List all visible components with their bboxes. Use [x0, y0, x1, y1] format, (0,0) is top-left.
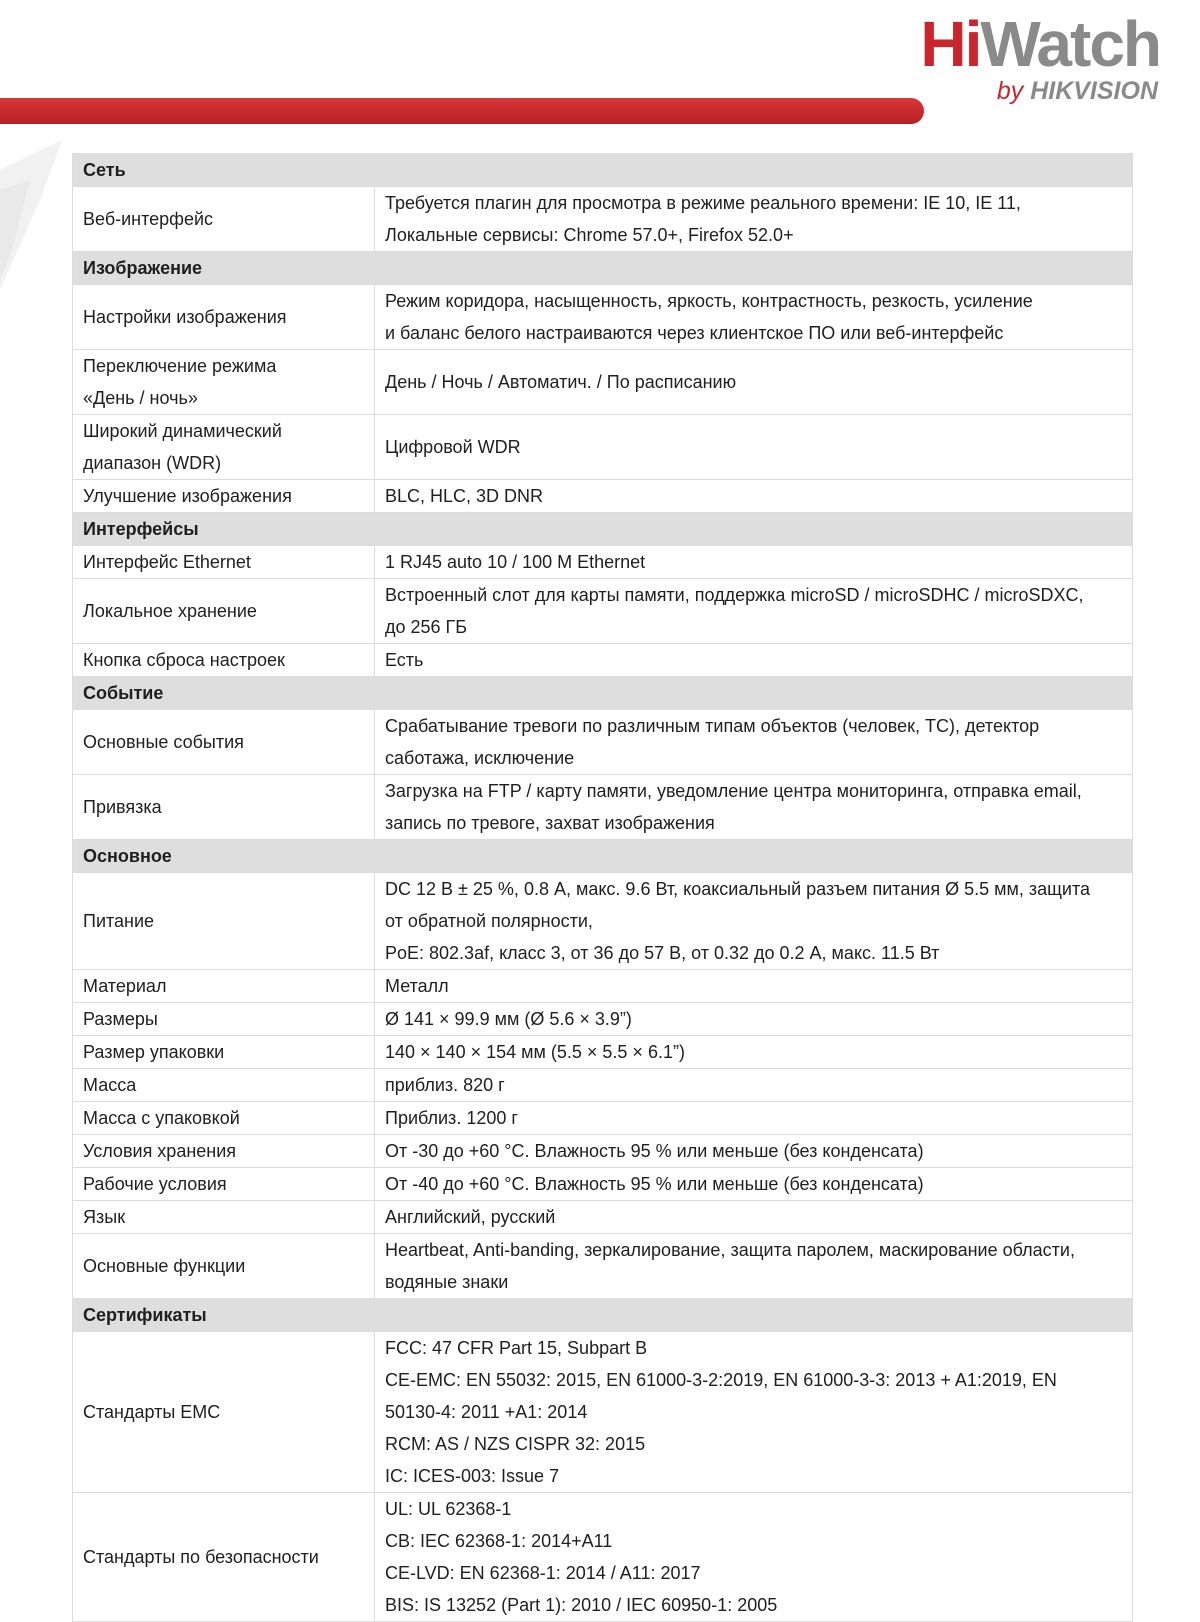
spec-value-cell: [375, 480, 1133, 513]
spec-table-body: [73, 154, 1133, 1622]
spec-row: [73, 187, 1133, 252]
logo-hi-text: Hi: [920, 8, 981, 80]
spec-label: Улучшение изображения: [83, 486, 292, 506]
spec-label-cell: [73, 775, 375, 840]
spec-value-line: Ø 141 × 99.9 мм (Ø 5.6 × 3.9”): [385, 1009, 632, 1029]
spec-label: Условия хранения: [83, 1141, 237, 1161]
spec-label: Основные события: [83, 732, 244, 752]
spec-value-line: Цифровой WDR: [385, 437, 521, 457]
spec-label: Настройки изображения: [83, 307, 287, 327]
spec-value-cell: [375, 775, 1133, 840]
spec-row: [73, 775, 1133, 840]
spec-label-cell: [73, 1069, 375, 1102]
section-header-row: [73, 154, 1133, 187]
spec-row: [73, 579, 1133, 644]
spec-row: [73, 1135, 1133, 1168]
hiwatch-logo: [920, 8, 1160, 106]
spec-row: [73, 285, 1133, 350]
spec-label: диапазон (WDR): [83, 453, 222, 473]
spec-value-cell: [375, 873, 1133, 970]
spec-value-line: саботажа, исключение: [385, 748, 575, 768]
spec-value-line: CE-EMC: EN 55032: 2015, EN 61000-3-2:2019, EN 61000-3-3: 2013 + A1:2019, EN: [385, 1370, 1057, 1390]
spec-row: [73, 480, 1133, 513]
spec-label-cell: [73, 1036, 375, 1069]
spec-value-line: запись по тревоге, захват изображения: [385, 813, 715, 833]
spec-value-cell: [375, 1168, 1133, 1201]
spec-label-cell: [73, 415, 375, 480]
spec-row: [73, 1201, 1133, 1234]
spec-label: Рабочие условия: [83, 1174, 227, 1194]
spec-value-line: водяные знаки: [385, 1272, 509, 1292]
spec-row: [73, 710, 1133, 775]
spec-label-cell: [73, 1102, 375, 1135]
spec-label: Переключение режима: [83, 356, 277, 376]
spec-label-cell: [73, 1201, 375, 1234]
spec-value-line: Английский, русский: [385, 1207, 556, 1227]
spec-label-cell: [73, 350, 375, 415]
spec-label-cell: [73, 1493, 375, 1622]
section-title: Сеть: [73, 154, 1133, 187]
spec-value-cell: [375, 1036, 1133, 1069]
spec-value-line: Heartbeat, Anti-banding, зеркалирование, защита паролем, маскирование области,: [385, 1240, 1075, 1260]
section-title: Изображение: [73, 252, 1133, 285]
spec-value-cell: [375, 1201, 1133, 1234]
spec-value-line: BIS: IS 13252 (Part 1): 2010 / IEC 60950-1: 2005: [385, 1595, 778, 1615]
spec-row: [73, 1102, 1133, 1135]
logo-watch-text: Watch: [980, 8, 1160, 80]
spec-label-cell: [73, 187, 375, 252]
section-header-row: [73, 840, 1133, 873]
spec-label: Веб-интерфейс: [83, 209, 214, 229]
spec-label-cell: [73, 1234, 375, 1299]
spec-label: Широкий динамический: [83, 421, 282, 441]
spec-value-cell: [375, 285, 1133, 350]
spec-value-line: От -40 до +60 °C. Влажность 95 % или меньше (без конденсата): [385, 1174, 924, 1194]
spec-value-cell: [375, 415, 1133, 480]
spec-label: Материал: [83, 976, 167, 996]
spec-value-line: BLC, HLC, 3D DNR: [385, 486, 544, 506]
spec-value-line: Загрузка на FTP / карту памяти, уведомление центра мониторинга, отправка email,: [385, 781, 1082, 801]
spec-value-line: UL: UL 62368-1: [385, 1499, 512, 1519]
spec-value-cell: [375, 1493, 1133, 1622]
section-header-row: [73, 252, 1133, 285]
spec-row: [73, 1332, 1133, 1493]
spec-row: [73, 1168, 1133, 1201]
spec-row: [73, 1493, 1133, 1622]
spec-value-line: IC: ICES-003: Issue 7: [385, 1466, 560, 1486]
spec-label: Стандарты по безопасности: [83, 1547, 319, 1567]
spec-row: [73, 1003, 1133, 1036]
spec-label: Язык: [83, 1207, 126, 1227]
spec-value-cell: [375, 1102, 1133, 1135]
spec-value-line: Есть: [385, 650, 424, 670]
spec-row: [73, 546, 1133, 579]
spec-label-cell: [73, 873, 375, 970]
spec-label: Привязка: [83, 797, 162, 817]
section-title: Сертификаты: [73, 1299, 1133, 1332]
spec-label-cell: [73, 710, 375, 775]
spec-label: Локальное хранение: [83, 601, 257, 621]
spec-value-line: от обратной полярности,: [385, 911, 593, 931]
spec-value-line: DC 12 В ± 25 %, 0.8 А, макс. 9.6 Вт, коаксиальный разъем питания Ø 5.5 мм, защита: [385, 879, 1091, 899]
spec-value-line: до 256 ГБ: [385, 617, 468, 637]
logo-by-text: by: [996, 77, 1024, 105]
section-title: Основное: [73, 840, 1133, 873]
spec-value-line: CB: IEC 62368-1: 2014+A11: [385, 1531, 613, 1551]
spec-row: [73, 644, 1133, 677]
section-header-row: [73, 513, 1133, 546]
logo-brand-text: HIKVISION: [1030, 77, 1158, 105]
spec-label-cell: [73, 1332, 375, 1493]
header-red-bar: [0, 98, 924, 124]
spec-value-cell: [375, 1003, 1133, 1036]
spec-value-line: День / Ночь / Автоматич. / По расписанию: [385, 372, 737, 392]
spec-label: Размер упаковки: [83, 1042, 225, 1062]
spec-value-cell: [375, 187, 1133, 252]
spec-value-line: 1 RJ45 auto 10 / 100 M Ethernet: [385, 552, 646, 572]
section-title: Событие: [73, 677, 1133, 710]
spec-row: [73, 1234, 1133, 1299]
spec-value-cell: [375, 1332, 1133, 1493]
spec-value-cell: [375, 579, 1133, 644]
spec-value-line: От -30 до +60 °C. Влажность 95 % или меньше (без конденсата): [385, 1141, 924, 1161]
spec-value-line: Локальные сервисы: Chrome 57.0+, Firefox 52.0+: [385, 225, 794, 245]
spec-label-cell: [73, 579, 375, 644]
spec-value-line: PoE: 802.3af, класс 3, от 36 до 57 В, от 0.32 до 0.2 А, макс. 11.5 Вт: [385, 943, 940, 963]
spec-label-cell: [73, 1003, 375, 1036]
spec-row: [73, 1069, 1133, 1102]
spec-label-cell: [73, 285, 375, 350]
spec-row: [73, 415, 1133, 480]
watermark-shape: [0, 130, 70, 310]
spec-value-cell: [375, 1234, 1133, 1299]
section-header-row: [73, 677, 1133, 710]
spec-label-cell: [73, 970, 375, 1003]
spec-label-cell: [73, 1168, 375, 1201]
spec-value-line: CE-LVD: EN 62368-1: 2014 / A11: 2017: [385, 1563, 701, 1583]
spec-label-cell: [73, 480, 375, 513]
spec-value-line: 140 × 140 × 154 мм (5.5 × 5.5 × 6.1”): [385, 1042, 685, 1062]
spec-label-cell: [73, 1135, 375, 1168]
spec-value-cell: [375, 546, 1133, 579]
spec-label: Интерфейс Ethernet: [83, 552, 251, 572]
spec-value-line: приблиз. 820 г: [385, 1075, 505, 1095]
spec-row: [73, 873, 1133, 970]
spec-label: Размеры: [83, 1009, 158, 1029]
spec-value-cell: [375, 644, 1133, 677]
spec-label: «День / ночь»: [83, 388, 198, 408]
spec-label-cell: [73, 644, 375, 677]
spec-value-cell: [375, 710, 1133, 775]
spec-value-cell: [375, 1135, 1133, 1168]
spec-label: Кнопка сброса настроек: [83, 650, 285, 670]
spec-value-line: Режим коридора, насыщенность, яркость, контрастность, резкость, усиление: [385, 291, 1033, 311]
spec-value-line: Требуется плагин для просмотра в режиме реального времени: IE 10, IE 11,: [385, 193, 1021, 213]
spec-table: [72, 153, 1133, 1622]
spec-label: Масса с упаковкой: [83, 1108, 240, 1128]
section-title: Интерфейсы: [73, 513, 1133, 546]
spec-row: [73, 970, 1133, 1003]
spec-value-line: FCC: 47 CFR Part 15, Subpart B: [385, 1338, 648, 1358]
spec-label: Основные функции: [83, 1256, 246, 1276]
spec-row: [73, 350, 1133, 415]
spec-value-line: 50130-4: 2011 +A1: 2014: [385, 1402, 588, 1422]
spec-label: Стандарты EMC: [83, 1402, 221, 1422]
spec-value-cell: [375, 1069, 1133, 1102]
spec-label: Питание: [83, 911, 155, 931]
spec-label-cell: [73, 546, 375, 579]
spec-value-cell: [375, 970, 1133, 1003]
spec-label: Масса: [83, 1075, 137, 1095]
section-header-row: [73, 1299, 1133, 1332]
spec-value-line: Встроенный слот для карты памяти, поддержка microSD / microSDHC / microSDXC,: [385, 585, 1084, 605]
spec-value-line: и баланс белого настраиваются через клиентское ПО или веб-интерфейс: [385, 323, 1004, 343]
spec-value-line: RCM: AS / NZS CISPR 32: 2015: [385, 1434, 646, 1454]
spec-value-line: Приблиз. 1200 г: [385, 1108, 518, 1128]
spec-value-line: Срабатывание тревоги по различным типам объектов (человек, ТС), детектор: [385, 716, 1040, 736]
spec-row: [73, 1036, 1133, 1069]
spec-value-cell: [375, 350, 1133, 415]
spec-value-line: Металл: [385, 976, 449, 996]
